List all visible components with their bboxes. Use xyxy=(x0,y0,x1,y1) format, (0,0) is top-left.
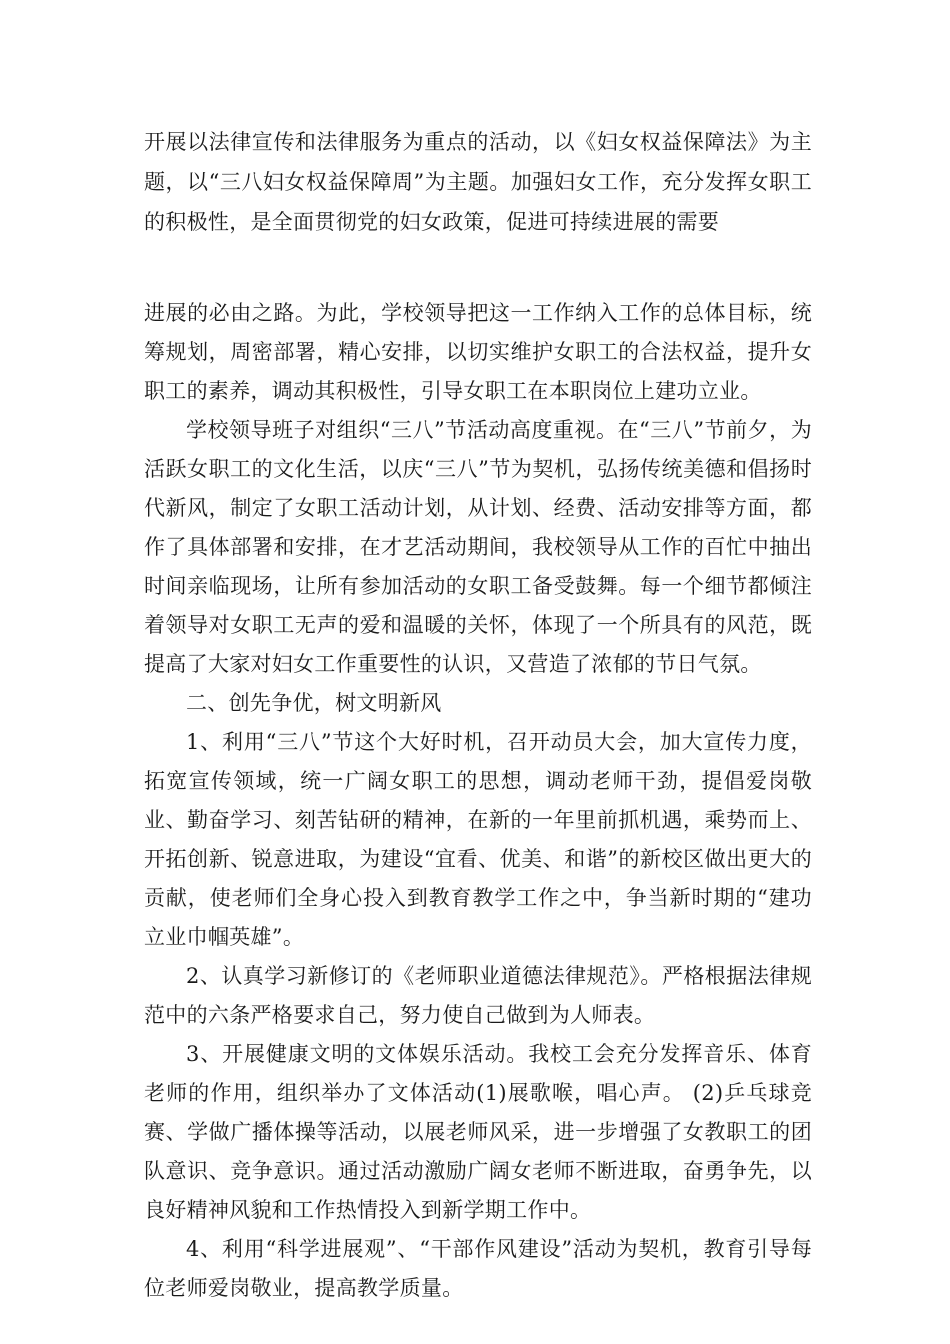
intro-section xyxy=(144,122,812,242)
intro-paragraph: 开展以法律宣传和法律服务为重点的活动，以《妇女权益保障法》为主题，以“三八妇女权益保障周”为主题。加强妇女工作，充分发挥女职工的积极性，是全面贯彻党的妇女政策，促进可持续进展的需要 xyxy=(144,130,812,234)
paragraph-leadership: 学校领导班子对组织“三八”节活动高度重视。在“三八”节前夕，为活跃女职工的文化生活，以庆“三八”节为契机，弘扬传统美德和倡扬时代新风，制定了女职工活动计划，从计划、经费、活动安排等方面，都作了具体部署和安排，在才艺活动期间，我校领导从工作的百忙中抽出时间亲临现场，让所有参加活动的女职工备受鼓舞。每一个细节都倾注着领导对女职工无声的爱和温暖的关怀，体现了一个所具有的风范，既提高了大家对妇女工作重要性的认识，又营造了浓郁的节日气氛。 xyxy=(144,418,812,676)
list-item-4: 4、利用“科学进展观”、“干部作风建设”活动为契机，教育引导每位老师爱岗敬业，提高教学质量。 xyxy=(144,1237,812,1300)
list-item-1: 1、利用“三八”节这个大好时机，召开动员大会，加大宣传力度，拓宽宣传领域，统一广阔女职工的思想，调动老师干劲，提倡爱岗敬业、勤奋学习、刻苦钻研的精神，在新的一年里前抓机遇，乘势而上、开拓创新、锐意进取，为建设“宜看、优美、和谐”的新校区做出更大的贡献，使老师们全身心投入到教育教学工作之中，争当新时期的“建功立业巾帼英雄”。 xyxy=(144,730,812,949)
list-item-2: 2、认真学习新修订的《老师职业道德法律规范》。严格根据法律规范中的六条严格要求自己，努力使自己做到为人师表。 xyxy=(144,964,812,1027)
paragraph-continuation: 进展的必由之路。为此，学校领导把这一工作纳入工作的总体目标，统筹规划，周密部署，精心安排，以切实维护女职工的合法权益，提升女职工的素养，调动其积极性，引导女职工在本职岗位上建功立业。 xyxy=(144,301,812,403)
main-section xyxy=(144,294,812,1308)
section-heading: 二、创先争优，树文明新风 xyxy=(186,691,442,715)
list-item-3: 3、开展健康文明的文体娱乐活动。我校工会充分发挥音乐、体育老师的作用，组织举办了文体活动(1)展歌喉，唱心声。 (2)乒乓球竞赛、学做广播体操等活动，以展老师风采，进一步增强了女教职工的团队意识、竞争意识。通过活动激励广阔女老师不断进取，奋勇争先，以良好精神风貌和工作热情投入到新学期工作中。 xyxy=(144,1042,812,1222)
